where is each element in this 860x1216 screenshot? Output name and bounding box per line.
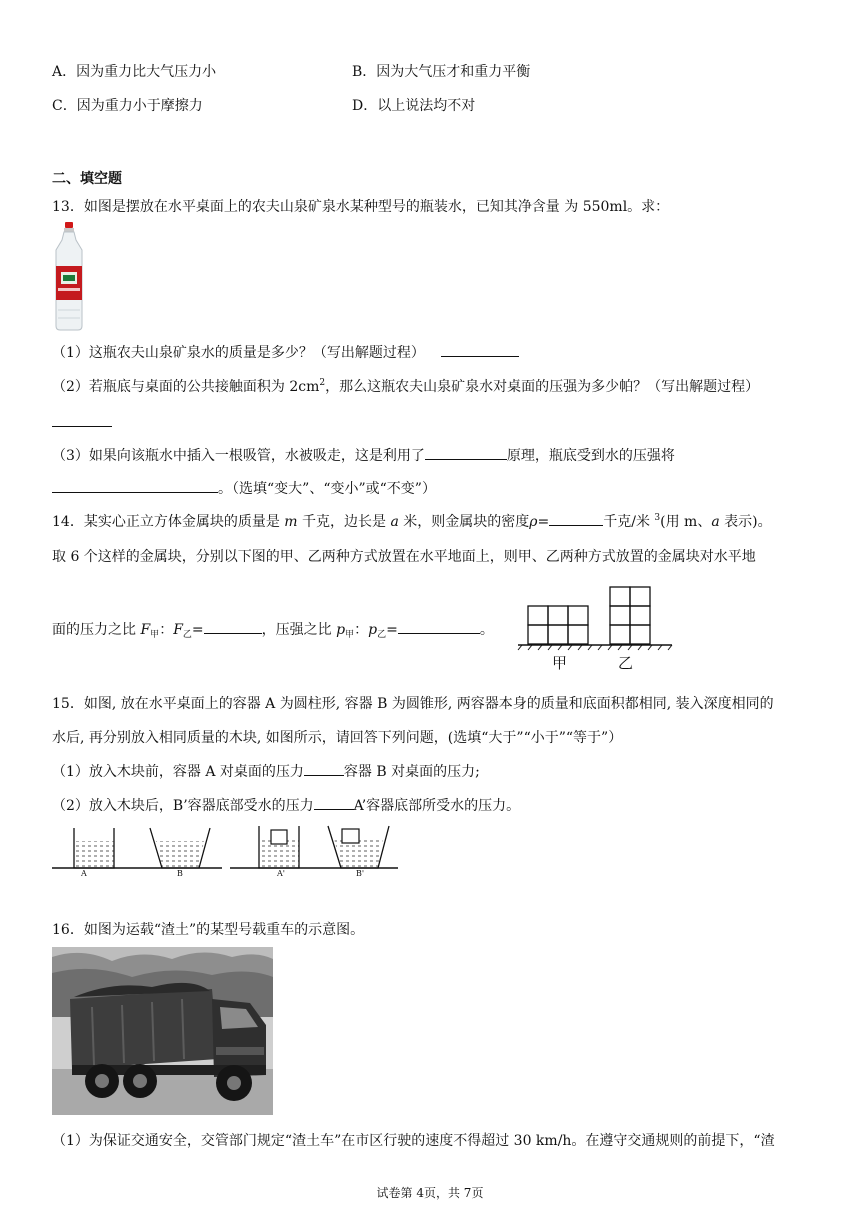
q13-stem: 13．如图是摆放在水平桌面上的农夫山泉矿泉水某种型号的瓶装水，已知其净含量 为 550ml。求： (52, 199, 670, 215)
option-c: C．因为重力小于摩擦力 (52, 98, 203, 114)
q15-part2: （2）放入木块后，B’容器底部受水的压力 A’容器底部所受水的压力。 (52, 795, 520, 815)
q13-part1: （1）这瓶农夫山泉矿泉水的质量是多少？（写出解题过程） (52, 342, 519, 362)
option-d: D．以上说法均不对 (352, 98, 476, 114)
section-title: 二、填空题 (52, 171, 122, 187)
q14-line3: 面的压力之比 $F_甲$：$F_乙=$ ，压强之比 $p_甲$：$p_乙=$ 。 (52, 619, 494, 640)
q15-line1: 15．如图, 放在水平桌面上的容器 A 为圆柱形, 容器 B 为圆锥形, 两容器本身的质量和底面积都相同, 装入深度相同的 (52, 696, 774, 712)
container-label-b: B (177, 869, 183, 878)
containers-figure (52, 824, 398, 880)
container-label-b-prime: B' (356, 869, 365, 878)
answer-blank[interactable] (52, 478, 218, 493)
q13-part2-blank-row (52, 412, 112, 431)
q14-line1: 14．某实心正立方体金属块的质量是 m 千克，边长是 a 米，则金属块的密度ρ= 千克/米 $^3$(用 m、a 表示)。 (52, 513, 772, 530)
container-label-a: A (81, 869, 87, 878)
block-arrangement-figure (518, 582, 672, 670)
answer-blank[interactable] (204, 619, 262, 634)
q16-part1: （1）为保证交通安全，交管部门规定“渣土车”在市区行驶的速度不得超过 30 km/h。在遵守交通规则的前提下，“渣 (52, 1133, 775, 1149)
page-footer: 试卷第 4页，共 7页 (376, 1186, 484, 1200)
q16-stem: 16．如图为运载“渣土”的某型号载重车的示意图。 (52, 922, 365, 938)
option-b: B．因为大气压才和重力平衡 (352, 64, 531, 80)
answer-blank[interactable] (398, 619, 480, 634)
figure-label-yi: 乙 (618, 654, 634, 672)
q14-line2: 取 6 个这样的金属块，分别以下图的甲、乙两种方式放置在水平地面上，则甲、乙两种方式放置的金属块对水平地 (52, 549, 756, 565)
answer-blank[interactable] (314, 795, 354, 810)
figure-label-jia: 甲 (552, 654, 568, 672)
option-a: A．因为重力比大气压力小 (52, 64, 217, 80)
q13-part3: （3）如果向该瓶水中插入一根吸管，水被吸走，这是利用了 原理，瓶底受到水的压强将 (52, 445, 675, 465)
dump-truck-photo (52, 947, 273, 1115)
answer-blank[interactable] (441, 342, 519, 357)
q15-part1: （1）放入木块前，容器 A 对桌面的压力 容器 B 对桌面的压力; (52, 761, 480, 781)
container-label-a-prime: A' (277, 869, 285, 878)
answer-blank[interactable] (425, 445, 507, 460)
answer-blank[interactable] (549, 511, 603, 526)
answer-blank[interactable] (304, 761, 344, 776)
q13-part2: （2）若瓶底与桌面的公共接触面积为 $2cm^2$，那么这瓶农夫山泉矿泉水对桌面的压强为多少帕？（写出解题过程） (52, 378, 760, 395)
q15-line2: 水后, 再分别放入相同质量的木块, 如图所示，请回答下列问题，(选填“大于”“小于”“等于”） (52, 730, 623, 746)
water-bottle-image (52, 222, 86, 332)
q13-part3-cont: 。（选填“变大”、“变小”或“不变”） (52, 478, 436, 498)
answer-blank[interactable] (52, 412, 112, 427)
